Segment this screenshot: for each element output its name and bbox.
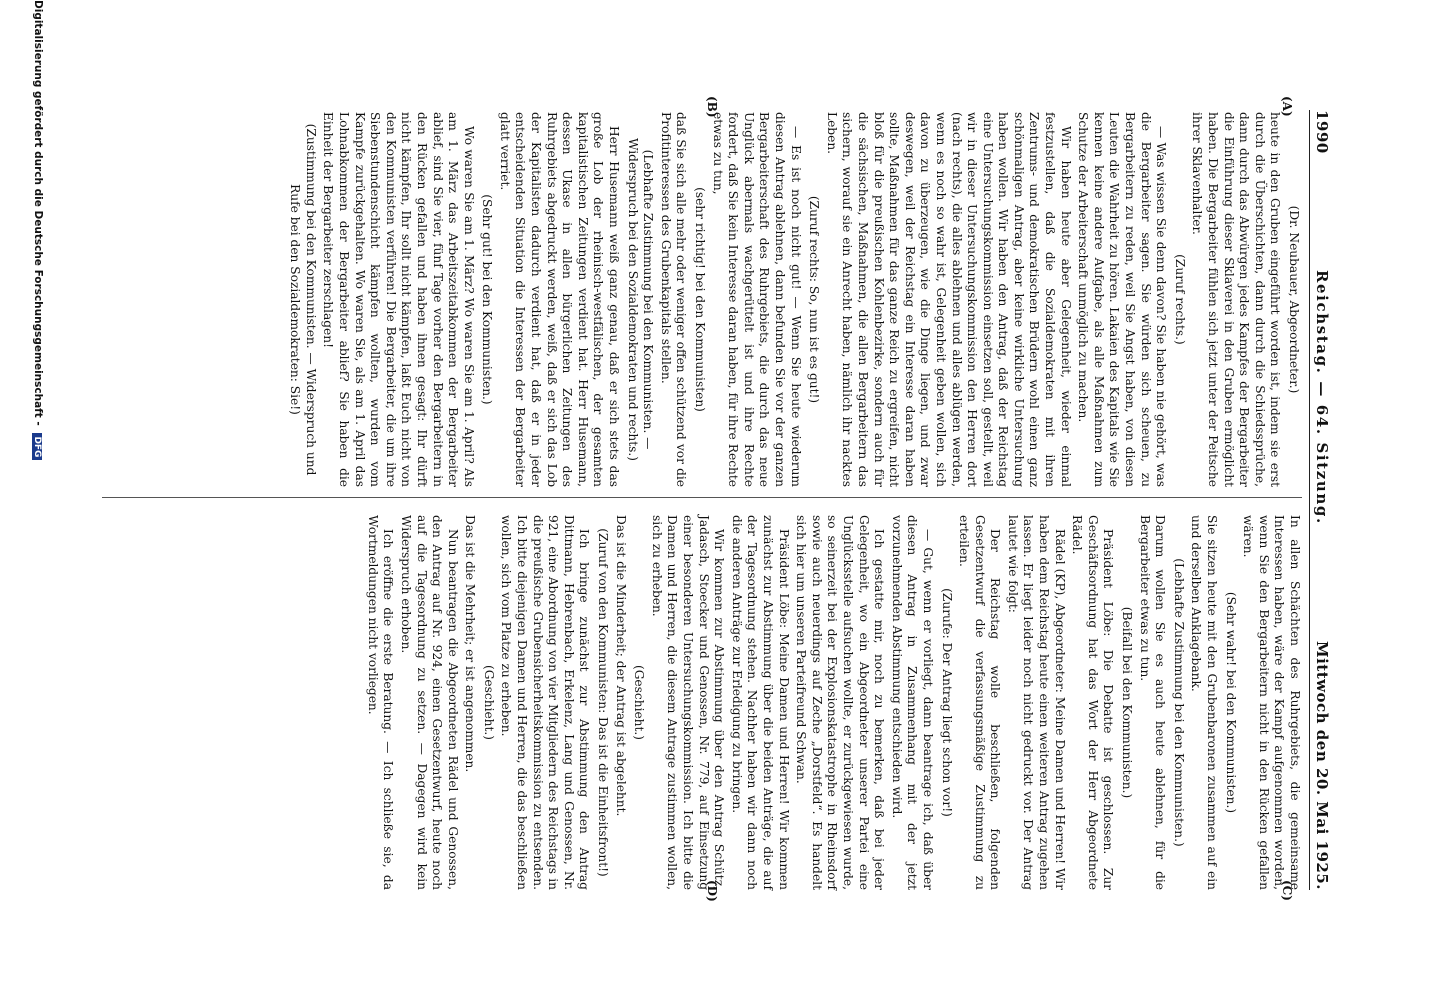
page-title: Reichstag. — 64. Sitzung. xyxy=(1313,269,1331,525)
paragraph: Das ist die Minderheit; der Antrag ist abgelehnt. xyxy=(613,515,628,817)
paragraph: Ich gestatte mir, noch zu bemerken, daß bei jeder Gelegenheit, wo ein Abgeordneter unserer Partei eine Unglücksstelle aufsuchen wollte, er zurückgewiesen wurde, so seinerzeit bei der Explosionskatastrophe in Rheinsdorf sowie auch neuerdings auf Zeche „Dorstfeld“. Es handelt sich hier um unseren Parteifreund Schwan. xyxy=(794,515,887,890)
paragraph: Ich eröffne die erste Beratung. — Ich schließe sie, da Wortmeldungen nicht vorliegen. xyxy=(365,515,396,890)
interjection: (Zuruf rechts: So, nun ist es gut!) xyxy=(807,195,822,404)
paragraph: daß Sie sich alle mehr oder weniger offen schützend vor die Profitinteressen des Grubenkapitals stellen. xyxy=(658,112,689,487)
interjection: (Zuruf von den Kommunisten: Das ist die Einheitsfront!) xyxy=(596,528,611,877)
paragraph: Wir kommen zur Abstimmung über den Antrag Schütz, Jadasch, Stoecker und Genossen, Nr. 779, auf Einsetzung einer besonderen Untersuchungskommission. Ich bitte die Damen und Herren, die diesem Antrage zustimmen wollen, sich zu erheben. xyxy=(649,515,727,890)
interjection: (Beifall bei den Kommunisten.) xyxy=(1120,606,1135,799)
interjection: (Zurufe: Der Antrag liegt schon vor!) xyxy=(939,588,954,817)
interjection: (sehr richtig! bei den Kommunisten) xyxy=(693,187,708,412)
interjection: (Geschieht.) xyxy=(632,664,647,741)
paragraph: Sie sitzen heute mit den Grubenbaronen zusammen auf ein und derselben Anklagebank. xyxy=(1189,515,1220,890)
page-header xyxy=(1313,110,1339,890)
paragraph: Darum wollen Sie es auch heute ablehnen, für die Bergarbeiter etwas zu tun. xyxy=(1137,515,1168,890)
header-rule xyxy=(1309,110,1310,890)
digitization-text: Digitalisierung gefördert durch die Deutsche Forschungsgemeinschaft - xyxy=(32,0,44,426)
paragraph: — Was wissen Sie denn davon? Sie haben nie gehört, was die Bergarbeiter sagen. Sie würden sich scheuen, zu Bergarbeitern zu reden, weil Sie Angst haben, von diesen Leuten die Wahrheit zu hören. Lakaien des Kapitals wie Sie kennen keine andere Aufgabe, als alle Maßnahmen zum Schutze der Arbeiterschaft unmöglich zu machen. xyxy=(1076,112,1169,487)
paragraph: — Es ist noch nicht gut! — Wenn Sie heute wiederum diesen Antrag ablehnen, dann befunden Sie vor der ganzen Bergarbeiterschaft des Ruhrgebiets, die durch das neue Unglück abermals wachgerüttelt ist und ihre Rechte fordert, daß Sie kein Interesse daran haben, für ihre Rechte etwas zu tun, xyxy=(710,112,803,487)
column-divider xyxy=(102,497,1302,498)
paragraph: heute in den Gruben eingeführt worden ist, indem sie erst durch die Überschichten, dann durch die Schiedssprüche, dann durch das Abwürgen jedes Kampfes der Bergarbeiter die Einführung dieser Sklaverei in den Gruben ermöglicht haben. Die Bergarbeiter fühlen sich jetzt unter der Peitsche ihrer Sklavenhalter. xyxy=(1190,112,1283,487)
page-number: 1990 xyxy=(1313,110,1331,154)
margin-mark-b: (B) xyxy=(705,96,719,118)
paragraph: Nun beantragen die Abgeordneten Rädel und Genossen, den Antrag auf Nr. 924, einen Gesetzentwurf, heute noch auf die Tagesordnung zu setzen. — Dagegen wird kein Widerspruch erhoben. xyxy=(398,515,460,890)
paragraph: Das ist die Mehrheit; er ist angenommen. xyxy=(463,515,478,773)
interjection: (Sehr gut! bei den Kommunisten.) xyxy=(480,194,495,405)
interjection: (Zuruf rechts.) xyxy=(1172,254,1187,345)
margin-mark-c: (C) xyxy=(1280,880,1294,901)
interjection: (Zustimmung bei den Kommunisten. — Widerspruch und Rufe bei den Sozialdemokraten: Sie!) xyxy=(288,123,318,476)
paragraph: In allen Schächten des Ruhrgebiets, die gemeinsame Interessen haben, wäre der Kampf aufgenommen worden, wenn Sie den Bergarbeitern nicht in den Rücken gefallen wären. xyxy=(1241,515,1302,890)
paragraph: Der Reichstag wolle beschließen, folgenden Gesetzentwurf die verfassungsmäßige Zustimmung zu erteilen. xyxy=(957,515,1003,890)
paragraph: Wir haben heute aber Gelegenheit, wieder einmal festzustellen, daß die Sozialdemokraten mit ihren Zentrums- und demokratischen Brüdern wohl einen ganz schönmaligen Antrag, aber keine wirkliche Untersuchung haben wollen. Wir haben den Antrag, daß der Reichstag eine Untersuchungskommission einsetzen soll, gestellt, weil wir in dieser Untersuchungskommission den Herren dort (nach rechts), die alles ablehnen und alles ablügen werden, wenn es noch so wahr ist, Gelegenheit geben wollen, sich davon zu überzeugen, wie die Dinge liegen, und zwar deswegen, weil der Reichstag ein Interesse daran haben sollte, Maßnahmen für das ganze Reich zu ergreifen, nicht bloß für die preußischen Kohlenbezirke, sondern auch für die sächsischen, Maßnahmen, die allen Bergarbeitern das sichern, worauf sie ein Anrecht haben, nämlich ihr nacktes Leben. xyxy=(824,112,1073,487)
digitization-note xyxy=(32,0,44,1000)
paragraph: Präsident Löbe: Meine Damen und Herren! Wir kommen zunächst zur Abstimmung über die beiden Anträge, die auf der Tagesordnung stehen. Nachher haben wir dann noch die anderen Anträge zur Erledigung zu bringen. xyxy=(729,515,791,890)
paragraph: Rädel (KP), Abgeordneter: Meine Damen und Herren! Wir haben dem Reichstag heute einen weiteren Antrag zugehen lassen. Er liegt leider noch nicht gedruckt vor. Der Antrag lautet wie folgt: xyxy=(1005,515,1067,890)
left-text-column xyxy=(284,112,1302,487)
interjection: (Lebhafte Zustimmung bei den Kommunisten.) xyxy=(1171,558,1186,847)
interjection: (Sehr wahr! bei den Kommunisten.) xyxy=(1223,591,1238,814)
margin-mark-d: (D) xyxy=(705,880,719,902)
session-date: Mittwoch den 20. Mai 1925. xyxy=(1313,640,1331,890)
interjection: (Geschieht.) xyxy=(481,664,496,741)
interjection: (Dr. Neubauer, Abgeordneter.) xyxy=(1287,205,1301,394)
interjection: (Lebhafte Zustimmung bei den Kommunisten. — Widerspruch bei den Sozialdemokraten und rechts.) xyxy=(625,137,656,462)
paragraph: Wo waren Sie am 1. März? Wo waren Sie am 1. April? Als am 1. März das Arbeitszeitabkommen der Bergarbeiter ablief, sind Sie vier, fünf Tage vorher den Bergarbeitern in den Rücken gefallen und haben ihnen gesagt: Ihr dürft nicht kämpfen, Ihr sollt nicht kämpfen, laßt Euch nicht von den Kommunisten verführen! Die Bergarbeiter, die um ihre Siebenstundenschicht kämpfen wollten, wurden vom Kampfe zurückgehalten. Wo waren Sie, als am 1. April das Lohnabkommen der Bergarbeiter ablief? Sie haben die Einheit der Bergarbeiter zerschlagen! xyxy=(321,112,476,487)
dfg-logo: DFG xyxy=(32,433,42,460)
paragraph: Ich bringe zunächst zur Abstimmung den Antrag Dittmann, Hebrenbach, Erkelenz, Lang und Genossen, Nr. 921, eine Abordnung von vier Mitgliedern des Reichstags in die preußische Grubensicherheitskommission zu entsenden. Ich bitte diejenigen Damen und Herren, die das beschließen wollen, sich vom Platze zu erheben. xyxy=(499,515,592,890)
paragraph: Präsident Löbe: Die Debatte ist geschlossen. Zur Geschäftsordnung hat das Wort der Herr Abgeordnete Rädel. xyxy=(1070,515,1116,890)
paragraph: Herr Husemann weiß ganz genau, daß er sich stets das große Lob der rheinisch-westfälischen, der gesamten kapitalistischen Zeitungen verdient hat. Herr Husemann, dessen Ukase in allen bürgerlichen Zeitungen des Ruhrgebiets abgedruckt werden, weiß, daß er sich das Lob der Kapitalisten dadurch verdient hat, daß er in jeder entscheidenden Situation die Interessen der Bergarbeiter glatt verriet. xyxy=(497,112,622,487)
right-text-column xyxy=(362,515,1302,890)
paragraph: — Gut, wenn er vorliegt, dann beantrage ich, daß über diesen Antrag in Zusammenhang mit der jetzt vorzunehmenden Abstimmung entschieden wird. xyxy=(889,515,935,890)
margin-mark-a: (A) xyxy=(1280,96,1294,117)
